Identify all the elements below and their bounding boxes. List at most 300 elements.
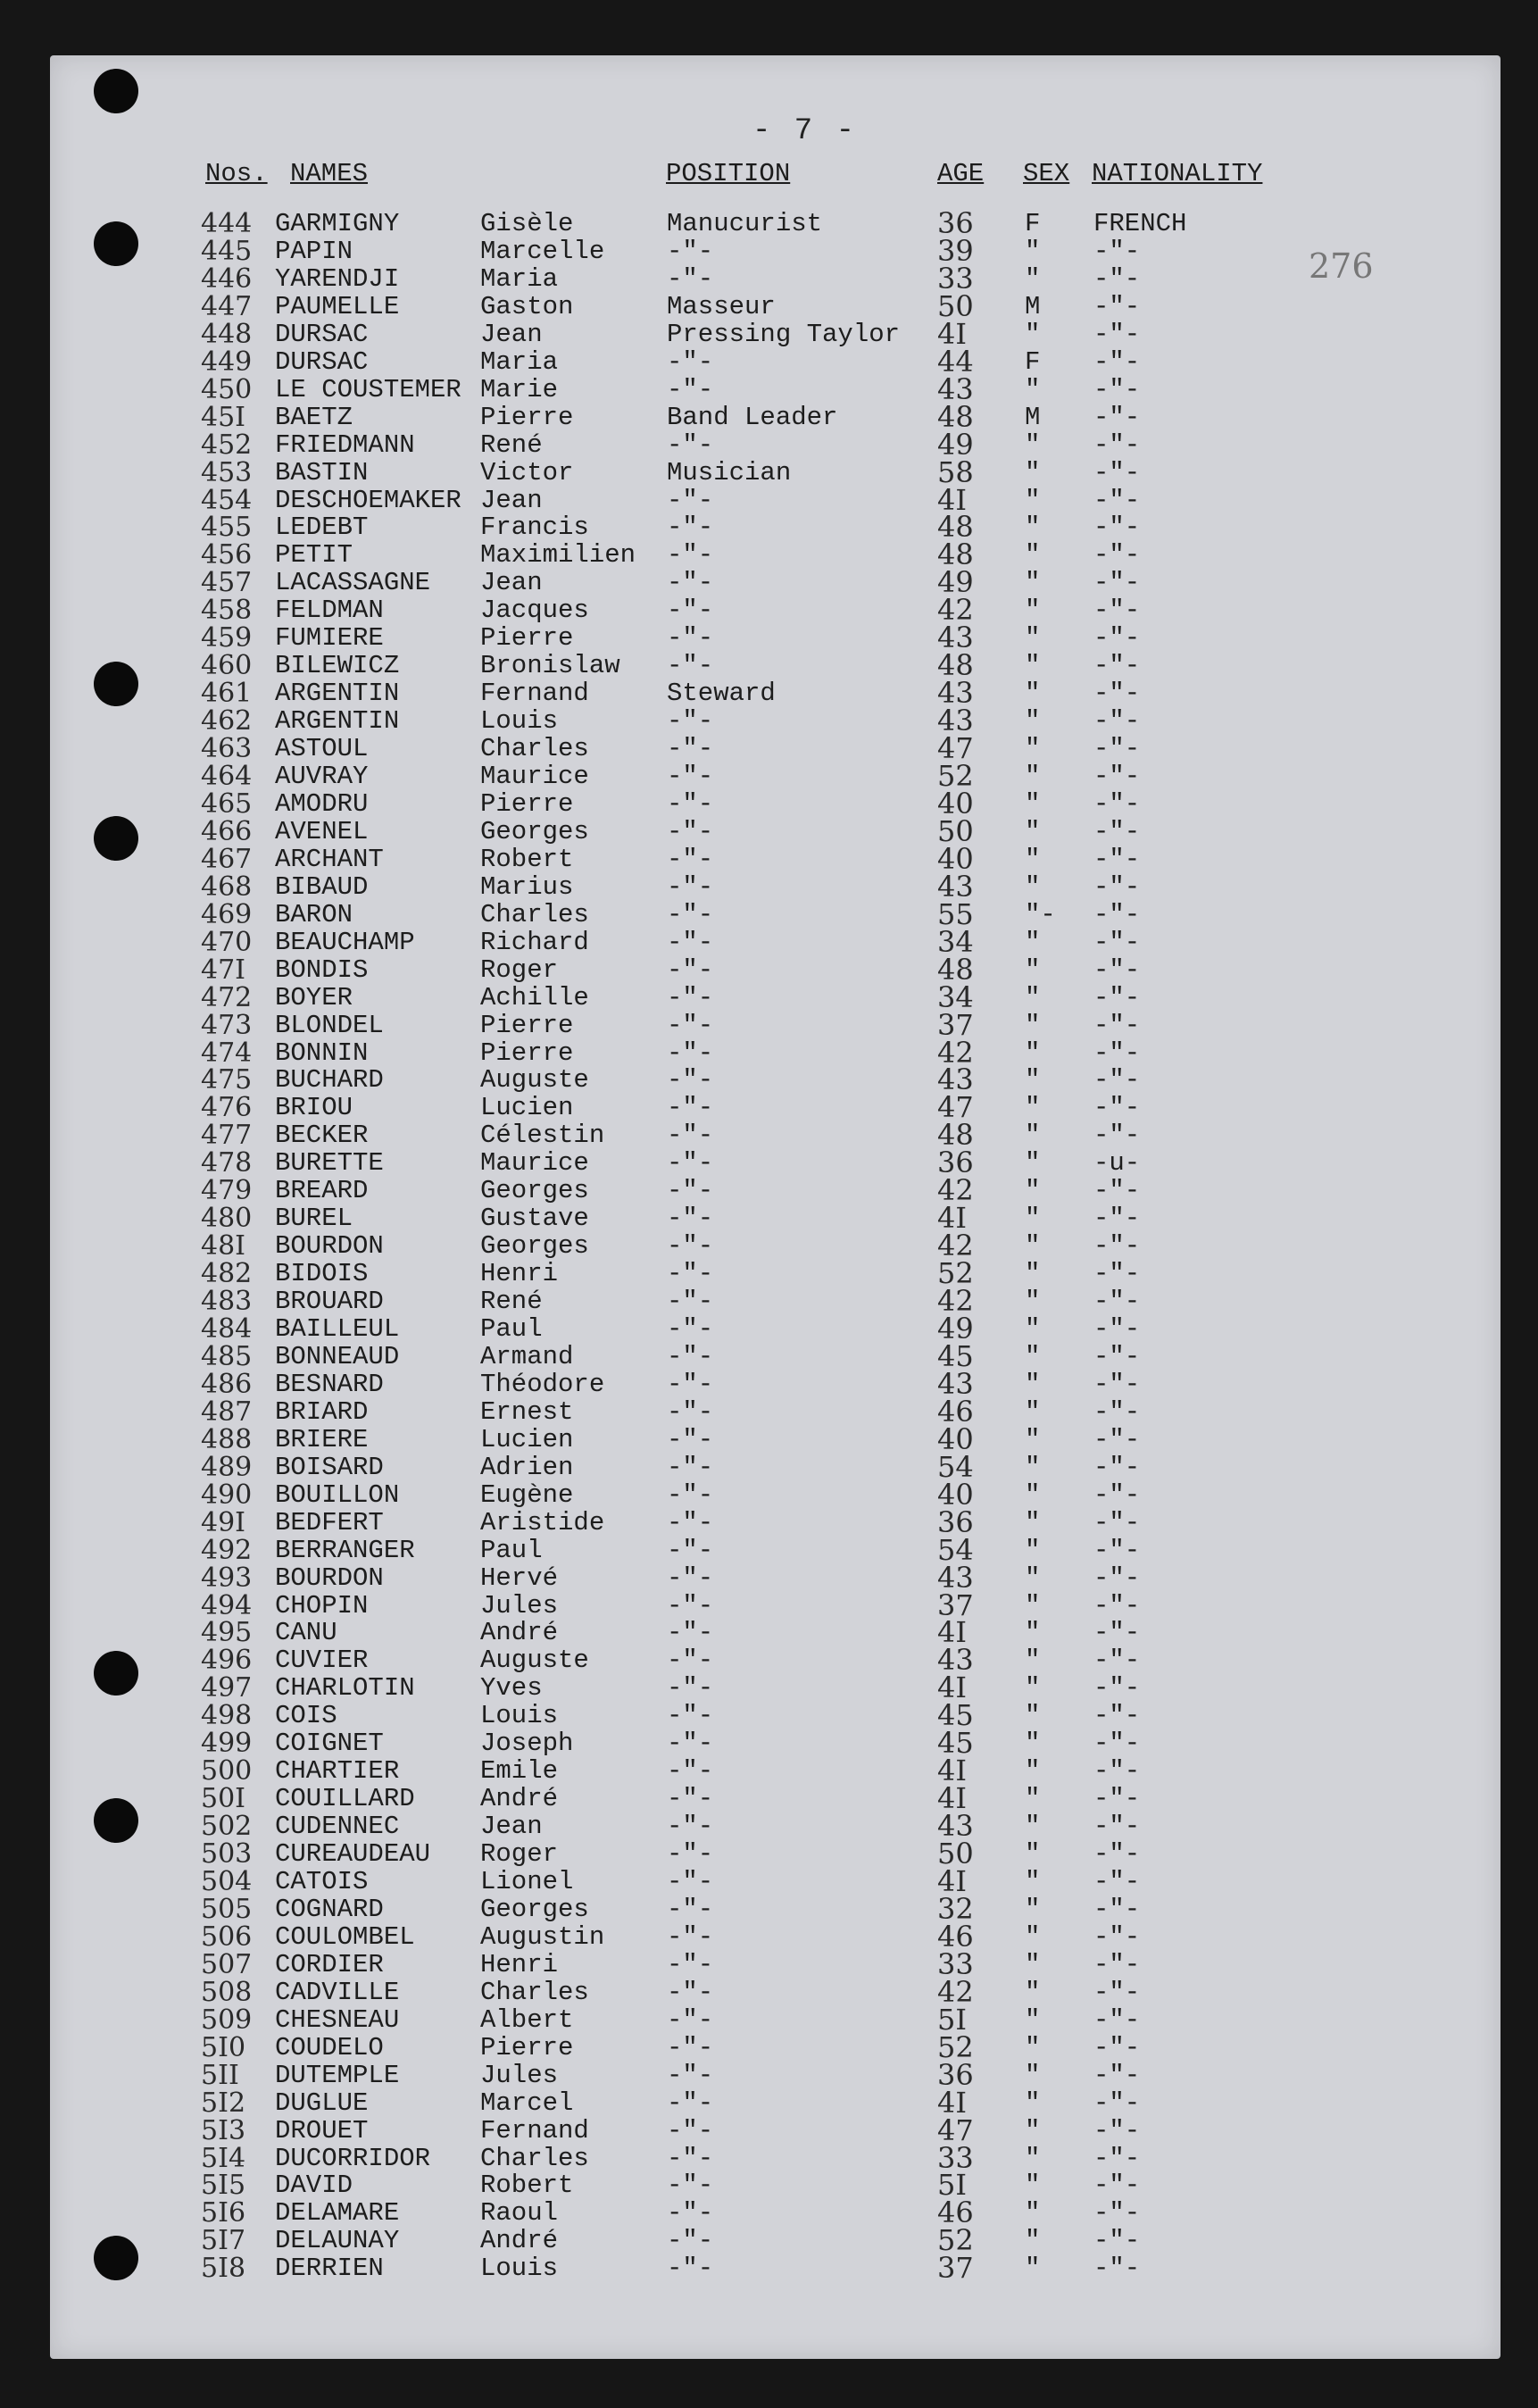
nationality-cell: -"- [1093, 1673, 1141, 1704]
surname-cell: AMODRU [275, 788, 369, 819]
table-row [0, 427, 1538, 462]
age-cell: 4I [937, 1615, 967, 1650]
first-name-cell: Joseph [480, 1729, 574, 1759]
table-row [0, 1671, 1538, 1705]
surname-cell: CANU [275, 1618, 337, 1648]
table-row [0, 288, 1538, 323]
position-cell: -"- [667, 1369, 714, 1399]
position-cell: -"- [667, 346, 714, 377]
age-cell: 36 [937, 1504, 974, 1539]
surname-cell: CATOIS [275, 1867, 369, 1896]
surname-cell: BURETTE [275, 1148, 384, 1179]
sex-cell: " [1025, 457, 1041, 487]
sex-cell: " [1025, 1065, 1041, 1096]
position-cell: -"- [667, 734, 714, 764]
position-cell: -"- [667, 899, 714, 929]
nationality-cell: -"- [1093, 1729, 1141, 1759]
first-name-cell: Pierre [480, 1037, 574, 1068]
row-number-cell: 444 [201, 208, 253, 239]
sex-cell: " [1025, 762, 1041, 791]
sex-cell: " [1025, 568, 1041, 598]
row-number-cell: 468 [201, 871, 253, 903]
position-cell: -"- [667, 1812, 714, 1842]
age-cell: 42 [937, 1284, 974, 1319]
sex-cell: " [1025, 1894, 1041, 1924]
row-number-cell: 475 [201, 1064, 253, 1096]
row-number-cell: 461 [201, 678, 253, 710]
row-number-cell: 463 [201, 733, 253, 765]
row-number-cell: 489 [201, 1451, 253, 1483]
row-number-cell: 487 [201, 1396, 253, 1428]
sex-cell: " [1025, 596, 1041, 626]
position-cell: -"- [667, 1093, 714, 1123]
row-number-cell: 476 [201, 1092, 253, 1124]
row-number-cell: 5I2 [201, 2087, 246, 2119]
nationality-cell: -"- [1093, 762, 1141, 791]
nationality-cell: -"- [1093, 1839, 1141, 1870]
table-row [0, 1449, 1538, 1484]
nationality-cell: -"- [1093, 236, 1141, 266]
nationality-cell: -"- [1093, 623, 1141, 654]
first-name-cell: Lucien [480, 1424, 574, 1454]
table-row [0, 869, 1538, 904]
position-cell: -"- [667, 816, 714, 846]
first-name-cell: Robert [480, 844, 574, 874]
nationality-cell: -"- [1093, 651, 1141, 681]
row-number-cell: 455 [201, 512, 253, 544]
row-number-cell: 448 [201, 318, 253, 350]
nationality-cell: -"- [1093, 706, 1141, 737]
age-cell: 52 [937, 1256, 974, 1291]
sex-cell: " [1025, 1093, 1041, 1123]
surname-cell: FELDMAN [275, 596, 384, 626]
table-row [0, 1173, 1538, 1208]
table-row [0, 1062, 1538, 1097]
table-row [0, 1781, 1538, 1816]
row-number-cell: 473 [201, 1009, 253, 1041]
table-row [0, 565, 1538, 600]
surname-cell: BLONDEL [275, 1010, 384, 1040]
nationality-cell: -"- [1093, 1812, 1141, 1842]
age-cell: 43 [937, 371, 974, 406]
row-number-cell: 488 [201, 1423, 253, 1455]
row-number-cell: 457 [201, 567, 253, 599]
table-row [0, 482, 1538, 517]
position-cell: -"- [667, 568, 714, 598]
position-cell: -"- [667, 1673, 714, 1704]
row-number-cell: 482 [201, 1258, 253, 1290]
row-number-cell: 492 [201, 1534, 253, 1566]
row-number-cell: 496 [201, 1645, 253, 1677]
position-cell: -"- [667, 1148, 714, 1179]
row-number-cell: 474 [201, 1037, 253, 1069]
table-row [0, 399, 1538, 434]
age-cell: 43 [937, 1809, 974, 1844]
age-cell: 40 [937, 841, 974, 876]
surname-cell: BONDIS [275, 954, 369, 985]
sex-cell: " [1025, 2171, 1041, 2201]
nationality-cell: -"- [1093, 346, 1141, 377]
table-row [0, 786, 1538, 821]
age-cell: 42 [937, 1173, 974, 1208]
age-cell: 50 [937, 813, 974, 848]
nationality-cell: -"- [1093, 2032, 1141, 2062]
position-cell: -"- [667, 1507, 714, 1537]
surname-cell: BERRANGER [275, 1535, 415, 1565]
position-cell: -"- [667, 596, 714, 626]
table-row [0, 510, 1538, 545]
row-number-cell: 464 [201, 761, 253, 792]
age-cell: 36 [937, 206, 974, 240]
table-row [0, 2057, 1538, 2092]
first-name-cell: Maurice [480, 1148, 589, 1179]
first-name-cell: Augustin [480, 1921, 605, 1952]
first-name-cell: Charles [480, 2143, 589, 2173]
surname-cell: LEDEBT [275, 512, 369, 543]
nationality-cell: -"- [1093, 1259, 1141, 1289]
surname-cell: PAPIN [275, 236, 353, 266]
sex-cell: " [1025, 2143, 1041, 2173]
row-number-cell: 5I7 [201, 2225, 246, 2257]
first-name-cell: Jacques [480, 596, 589, 626]
first-name-cell: Yves [480, 1673, 543, 1704]
position-cell: -"- [667, 374, 714, 404]
nationality-cell: -"- [1093, 2171, 1141, 2201]
table-row [0, 896, 1538, 931]
first-name-cell: Richard [480, 927, 589, 957]
row-number-cell: 479 [201, 1175, 253, 1207]
row-number-cell: 5I5 [201, 2170, 246, 2202]
age-cell: 43 [937, 621, 974, 655]
nationality-cell: -"- [1093, 291, 1141, 321]
sex-cell: " [1025, 1949, 1041, 1979]
nationality-cell: -"- [1093, 1784, 1141, 1814]
table-row [0, 1946, 1538, 1981]
surname-cell: ARCHANT [275, 844, 384, 874]
position-cell: -"- [667, 1341, 714, 1371]
surname-cell: ARGENTIN [275, 679, 400, 709]
surname-cell: DURSAC [275, 346, 369, 377]
sex-cell: " [1025, 1231, 1041, 1262]
surname-cell: COIS [275, 1701, 337, 1731]
age-cell: 46 [937, 2196, 974, 2230]
nationality-cell: -"- [1093, 2087, 1141, 2118]
surname-cell: CHESNEAU [275, 2004, 400, 2035]
table-row [0, 2168, 1538, 2203]
sex-cell: " [1025, 1287, 1041, 1317]
first-name-cell: Marie [480, 374, 559, 404]
nationality-cell: -"- [1093, 816, 1141, 846]
position-cell: -"- [667, 512, 714, 543]
age-cell: 48 [937, 399, 974, 434]
sex-cell: " [1025, 679, 1041, 709]
sex-cell: " [1025, 1037, 1041, 1068]
first-name-cell: Marcelle [480, 236, 605, 266]
age-cell: 55 [937, 896, 974, 931]
position-cell: -"- [667, 1867, 714, 1896]
nationality-cell: -"- [1093, 2198, 1141, 2229]
sex-cell: " [1025, 2254, 1041, 2284]
first-name-cell: Pierre [480, 623, 574, 654]
sex-cell: "- [1025, 899, 1056, 929]
nationality-cell: -"- [1093, 1867, 1141, 1896]
sex-cell: " [1025, 1176, 1041, 1206]
position-cell: -"- [667, 263, 714, 294]
table-row [0, 1643, 1538, 1678]
position-cell: -"- [667, 788, 714, 819]
age-cell: 42 [937, 1035, 974, 1070]
position-cell: -"- [667, 927, 714, 957]
first-name-cell: Pierre [480, 1010, 574, 1040]
position-cell: -"- [667, 623, 714, 654]
surname-cell: BROUARD [275, 1287, 384, 1317]
table-row [0, 206, 1538, 240]
table-row [0, 1284, 1538, 1319]
position-cell: -"- [667, 2004, 714, 2035]
nationality-cell: -"- [1093, 2143, 1141, 2173]
row-number-cell: 48I [201, 1230, 246, 1262]
nationality-cell: -"- [1093, 263, 1141, 294]
table-row [0, 2140, 1538, 2175]
first-name-cell: Victor [480, 457, 574, 487]
table-row [0, 1035, 1538, 1070]
row-number-cell: 498 [201, 1700, 253, 1732]
surname-cell: BEDFERT [275, 1507, 384, 1537]
first-name-cell: Emile [480, 1756, 559, 1787]
first-name-cell: Louis [480, 706, 559, 737]
sex-cell: " [1025, 512, 1041, 543]
position-cell: -"- [667, 1259, 714, 1289]
sex-cell: " [1025, 734, 1041, 764]
row-number-cell: 494 [201, 1589, 253, 1621]
surname-cell: CUDENNEC [275, 1812, 400, 1842]
archive-stamp-number: 276 [1309, 246, 1374, 286]
table-row [0, 2223, 1538, 2258]
row-number-cell: 445 [201, 235, 253, 267]
table-row [0, 1118, 1538, 1153]
first-name-cell: Charles [480, 899, 589, 929]
sex-cell: " [1025, 1839, 1041, 1870]
position-cell: -"- [667, 1562, 714, 1593]
row-number-cell: 449 [201, 346, 253, 378]
first-name-cell: Robert [480, 2171, 574, 2201]
table-row [0, 1754, 1538, 1788]
nationality-cell: -"- [1093, 374, 1141, 404]
sex-cell: " [1025, 1756, 1041, 1787]
first-name-cell: Maximilien [480, 540, 636, 571]
first-name-cell: Eugène [480, 1479, 574, 1510]
sex-cell: " [1025, 236, 1041, 266]
row-number-cell: 465 [201, 787, 253, 820]
surname-cell: BRIOU [275, 1093, 353, 1123]
position-cell: -"- [667, 1231, 714, 1262]
first-name-cell: Pierre [480, 402, 574, 432]
age-cell: 40 [937, 1477, 974, 1512]
age-cell: 4I [937, 316, 967, 351]
sex-cell: " [1025, 1618, 1041, 1648]
surname-cell: CHARTIER [275, 1756, 400, 1787]
first-name-cell: Louis [480, 1701, 559, 1731]
surname-cell: COIGNET [275, 1729, 384, 1759]
sex-cell: " [1025, 1121, 1041, 1151]
surname-cell: LE COUSTEMER [275, 374, 461, 404]
table-row [0, 952, 1538, 987]
age-cell: 46 [937, 1394, 974, 1429]
header-names: NAMES [290, 159, 369, 188]
first-name-cell: Gaston [480, 291, 574, 321]
row-number-cell: 486 [201, 1368, 253, 1400]
sex-cell: " [1025, 2087, 1041, 2118]
first-name-cell: Jean [480, 568, 543, 598]
age-cell: 33 [937, 2140, 974, 2175]
position-cell: Band Leader [667, 402, 838, 432]
table-row [0, 1891, 1538, 1926]
surname-cell: BOUILLON [275, 1479, 400, 1510]
first-name-cell: André [480, 1784, 559, 1814]
row-number-cell: 5I8 [201, 2253, 246, 2285]
nationality-cell: -"- [1093, 1701, 1141, 1731]
row-number-cell: 499 [201, 1728, 253, 1760]
age-cell: 45 [937, 1338, 974, 1373]
row-number-cell: 450 [201, 373, 253, 405]
age-cell: 43 [937, 869, 974, 904]
position-cell: -"- [667, 1065, 714, 1096]
position-cell: -"- [667, 1121, 714, 1151]
nationality-cell: -"- [1093, 429, 1141, 460]
nationality-cell: -"- [1093, 1176, 1141, 1206]
surname-cell: BONNEAUD [275, 1341, 400, 1371]
age-cell: 32 [937, 1891, 974, 1926]
surname-cell: BRIARD [275, 1396, 369, 1427]
sex-cell: " [1025, 1010, 1041, 1040]
surname-cell: DESCHOEMAKER [275, 485, 461, 515]
position-cell: -"- [667, 762, 714, 791]
first-name-cell: Maurice [480, 762, 589, 791]
nationality-cell: -"- [1093, 402, 1141, 432]
table-row [0, 924, 1538, 959]
table-row [0, 2112, 1538, 2147]
age-cell: 54 [937, 1449, 974, 1484]
surname-cell: PAUMELLE [275, 291, 400, 321]
surname-cell: BESNARD [275, 1369, 384, 1399]
table-row [0, 261, 1538, 296]
position-cell: -"- [667, 1701, 714, 1731]
nationality-cell: -"- [1093, 1396, 1141, 1427]
nationality-cell: -"- [1093, 1121, 1141, 1151]
surname-cell: YARENDJI [275, 263, 400, 294]
nationality-cell: -"- [1093, 1977, 1141, 2007]
first-name-cell: Lionel [480, 1867, 574, 1896]
nationality-cell: -"- [1093, 1204, 1141, 1234]
surname-cell: DURSAC [275, 319, 369, 349]
sex-cell: " [1025, 1812, 1041, 1842]
surname-cell: BREARD [275, 1176, 369, 1206]
sex-cell: " [1025, 1784, 1041, 1814]
nationality-cell: -"- [1093, 734, 1141, 764]
position-cell: -"- [667, 1756, 714, 1787]
first-name-cell: André [480, 2226, 559, 2256]
surname-cell: DELAUNAY [275, 2226, 400, 2256]
surname-cell: BOISARD [275, 1452, 384, 1482]
age-cell: 40 [937, 1421, 974, 1456]
nationality-cell: -"- [1093, 1452, 1141, 1482]
row-number-cell: 47I [201, 954, 246, 986]
nationality-cell: -"- [1093, 1093, 1141, 1123]
table-row [0, 841, 1538, 876]
sex-cell: " [1025, 263, 1041, 294]
age-cell: 52 [937, 2223, 974, 2258]
position-cell: -"- [667, 540, 714, 571]
row-number-cell: 478 [201, 1147, 253, 1179]
row-number-cell: 490 [201, 1479, 253, 1511]
first-name-cell: Jules [480, 1590, 559, 1621]
position-cell: -"- [667, 2115, 714, 2146]
sex-cell: " [1025, 2198, 1041, 2229]
first-name-cell: Louis [480, 2254, 559, 2284]
first-name-cell: Albert [480, 2004, 574, 2035]
table-row [0, 1919, 1538, 1954]
age-cell: 46 [937, 1919, 974, 1954]
nationality-cell: -"- [1093, 1535, 1141, 1565]
surname-cell: COGNARD [275, 1894, 384, 1924]
first-name-cell: Ernest [480, 1396, 574, 1427]
position-cell: Pressing Taylor [667, 319, 901, 349]
sex-cell: " [1025, 816, 1041, 846]
position-cell: -"- [667, 1784, 714, 1814]
surname-cell: AVENEL [275, 816, 369, 846]
row-number-cell: 459 [201, 622, 253, 654]
table-row [0, 759, 1538, 793]
position-cell: -"- [667, 2226, 714, 2256]
first-name-cell: Fernand [480, 679, 589, 709]
sex-cell: " [1025, 2004, 1041, 2035]
position-cell: -"- [667, 2032, 714, 2062]
age-cell: 49 [937, 427, 974, 462]
table-row [0, 1366, 1538, 1401]
position-cell: -"- [667, 1424, 714, 1454]
row-number-cell: 460 [201, 650, 253, 682]
position-cell: -"- [667, 871, 714, 902]
sex-cell: " [1025, 1396, 1041, 1427]
table-row [0, 676, 1538, 711]
nationality-cell: -"- [1093, 954, 1141, 985]
table-row [0, 1421, 1538, 1456]
age-cell: 48 [937, 510, 974, 545]
first-name-cell: Jean [480, 319, 543, 349]
age-cell: 42 [937, 593, 974, 628]
nationality-cell: -"- [1093, 844, 1141, 874]
header-age: AGE [937, 159, 985, 188]
position-cell: -"- [667, 1452, 714, 1482]
row-number-cell: 5II [201, 2059, 239, 2091]
table-row [0, 1809, 1538, 1844]
first-name-cell: Armand [480, 1341, 574, 1371]
nationality-cell: -"- [1093, 1287, 1141, 1317]
position-cell: -"- [667, 485, 714, 515]
sex-cell: " [1025, 319, 1041, 349]
nationality-cell: -"- [1093, 1618, 1141, 1648]
position-cell: -"- [667, 2143, 714, 2173]
sex-cell: " [1025, 374, 1041, 404]
row-number-cell: 485 [201, 1340, 253, 1372]
nationality-cell: -"- [1093, 2060, 1141, 2090]
nationality-cell: -"- [1093, 1562, 1141, 1593]
table-row [0, 454, 1538, 489]
sex-cell: " [1025, 844, 1041, 874]
first-name-cell: Pierre [480, 2032, 574, 2062]
age-cell: 4I [937, 1781, 967, 1816]
table-row [0, 1256, 1538, 1291]
